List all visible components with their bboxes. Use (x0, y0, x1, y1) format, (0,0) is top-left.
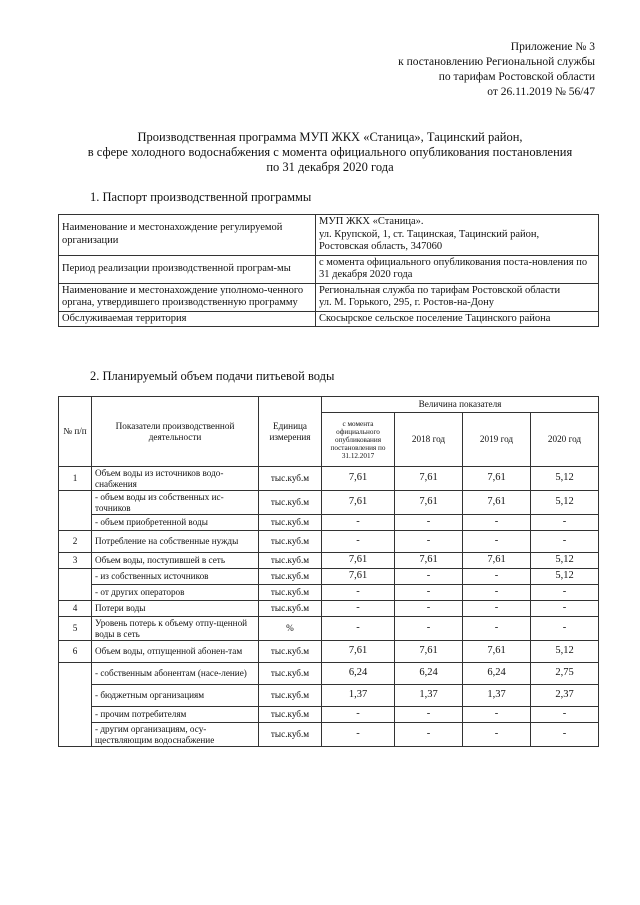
value-cell: 7,61 (463, 491, 531, 515)
table-row (59, 663, 599, 685)
value-cell: 7,61 (322, 569, 395, 585)
indicator-name: Объем воды, поступившей в сеть (92, 553, 259, 569)
col-group-header: Величина показателя (322, 397, 599, 413)
row-number (59, 491, 92, 531)
value-cell: - (322, 531, 395, 553)
passport-row (59, 255, 599, 283)
row-number: 3 (59, 553, 92, 569)
unit-cell: тыс.куб.м (259, 723, 322, 747)
passport-label: Наименование и местонахождение регулируемой организации (59, 215, 316, 256)
passport-table (58, 214, 599, 327)
row-number: 4 (59, 601, 92, 617)
value-cell: - (322, 723, 395, 747)
table-row (59, 515, 599, 531)
unit-cell: тыс.куб.м (259, 601, 322, 617)
value-cell: - (531, 617, 599, 641)
row-number: 5 (59, 617, 92, 641)
value-cell: 7,61 (322, 553, 395, 569)
unit-cell: тыс.куб.м (259, 515, 322, 531)
value-cell: 7,61 (395, 553, 463, 569)
document-title (40, 130, 620, 175)
table-row (59, 491, 599, 515)
section-passport-heading: 1. Паспорт производственной программы (90, 190, 312, 204)
col-period-header: 2018 год (395, 413, 463, 467)
appendix-line: Приложение № 3 (510, 41, 595, 53)
unit-cell: тыс.куб.м (259, 553, 322, 569)
row-number: 1 (59, 467, 92, 491)
col-indicator-header: Показатели производственной деятельности (92, 397, 259, 467)
value-cell: 5,12 (531, 569, 599, 585)
value-cell: 1,37 (322, 685, 395, 707)
title-line: в сфере холодного водоснабжения с момента официального опубликования постановления (87, 145, 573, 159)
value-cell: - (395, 601, 463, 617)
indicator-name: Объем воды, отпущенной абонен-там (92, 641, 259, 663)
unit-cell: тыс.куб.м (259, 663, 322, 685)
unit-cell: тыс.куб.м (259, 569, 322, 585)
value-cell: - (531, 531, 599, 553)
value-cell: - (463, 707, 531, 723)
col-num-header: № п/п (59, 397, 92, 467)
value-cell: 7,61 (463, 467, 531, 491)
unit-cell: тыс.куб.м (259, 685, 322, 707)
value-cell: 5,12 (531, 641, 599, 663)
row-number: 6 (59, 641, 92, 663)
passport-value-line: ул. М. Горького, 295, г. Ростов-на-Дону (319, 297, 494, 308)
table-row (59, 531, 599, 553)
value-cell: 5,12 (531, 553, 599, 569)
table-row (59, 723, 599, 747)
indicator-name: - собственным абонентам (насе-ление) (92, 663, 259, 685)
passport-value-line: Региональная служба по тарифам Ростовской области (319, 284, 561, 296)
passport-label: Период реализации производственной програм-мы (59, 255, 316, 283)
value-cell: - (463, 617, 531, 641)
value-cell: - (322, 515, 395, 531)
value-cell: 2,75 (531, 663, 599, 685)
value-cell: 7,61 (322, 641, 395, 663)
value-cell: 6,24 (322, 663, 395, 685)
value-cell: - (463, 723, 531, 747)
value-cell: 7,61 (463, 641, 531, 663)
indicator-name: Объем воды из источников водо-снабжения (92, 467, 259, 491)
value-cell: 7,61 (395, 641, 463, 663)
col-period-header: 2020 год (531, 413, 599, 467)
passport-value-line: Скосырское сельское поселение Тацинского района (319, 312, 551, 324)
row-number (59, 569, 92, 601)
title-line: Производственная программа МУП ЖКХ «Станица», Тацинский район, (137, 130, 523, 144)
row-number (59, 663, 92, 747)
unit-cell: тыс.куб.м (259, 585, 322, 601)
value-cell: 7,61 (463, 553, 531, 569)
passport-row (59, 283, 599, 311)
value-cell: - (322, 707, 395, 723)
value-cell: 6,24 (463, 663, 531, 685)
passport-value (316, 255, 599, 283)
table-row (59, 585, 599, 601)
indicator-name: - бюджетным организациям (92, 685, 259, 707)
section-volume-heading: 2. Планируемый объем подачи питьевой воды (90, 369, 335, 383)
volume-table (58, 396, 599, 747)
value-cell: 1,37 (395, 685, 463, 707)
unit-cell: тыс.куб.м (259, 467, 322, 491)
indicator-name: - объем воды из собственных ис-точников (92, 491, 259, 515)
col-period-header: с момента официального опубликования постановления по 31.12.2017 (322, 413, 395, 467)
value-cell: - (395, 723, 463, 747)
passport-value (316, 311, 599, 327)
unit-cell: тыс.куб.м (259, 707, 322, 723)
value-cell: - (531, 707, 599, 723)
appendix-line: к постановлению Региональной службы (398, 56, 595, 68)
value-cell: 7,61 (322, 467, 395, 491)
appendix-line: от 26.11.2019 № 56/47 (487, 86, 595, 98)
value-cell: - (531, 723, 599, 747)
col-period-header: 2019 год (463, 413, 531, 467)
passport-value (316, 283, 599, 311)
table-row (59, 601, 599, 617)
indicator-name: - объем приобретенной воды (92, 515, 259, 531)
value-cell: - (322, 585, 395, 601)
value-cell: - (322, 601, 395, 617)
indicator-name: - прочим потребителям (92, 707, 259, 723)
indicator-name: Потребление на собственные нужды (92, 531, 259, 553)
passport-value-line: Ростовская область, 347060 (319, 241, 443, 252)
table-row (59, 617, 599, 641)
value-cell: - (463, 601, 531, 617)
passport-row (59, 311, 599, 327)
value-cell: 2,37 (531, 685, 599, 707)
indicator-name: - другим организациям, осу-ществляющим водоснабжение (92, 723, 259, 747)
value-cell: - (531, 585, 599, 601)
table-row (59, 569, 599, 585)
value-cell: 6,24 (395, 663, 463, 685)
indicator-name: - из собственных источников (92, 569, 259, 585)
value-cell: - (395, 531, 463, 553)
value-cell: - (395, 569, 463, 585)
value-cell: - (395, 707, 463, 723)
table-row (59, 707, 599, 723)
value-cell: - (395, 515, 463, 531)
unit-cell: % (259, 617, 322, 641)
value-cell: 5,12 (531, 491, 599, 515)
value-cell: - (395, 617, 463, 641)
passport-value-line: ул. Крупской, 1, ст. Тацинская, Тацинский район, (319, 228, 540, 240)
value-cell: 5,12 (531, 467, 599, 491)
indicator-name: - от других операторов (92, 585, 259, 601)
value-cell: - (463, 585, 531, 601)
unit-cell: тыс.куб.м (259, 491, 322, 515)
passport-label: Обслуживаемая территория (59, 311, 316, 327)
indicator-name: Уровень потерь к объему отпу-щенной воды в сеть (92, 617, 259, 641)
col-unit-header: Единица измерения (259, 397, 322, 467)
passport-value-line: с момента официального опубликования поста-новления по 31 декабря 2020 года (319, 256, 588, 280)
title-line: по 31 декабря 2020 года (266, 160, 394, 174)
value-cell: - (463, 515, 531, 531)
value-cell: - (531, 515, 599, 531)
value-cell: 7,61 (322, 491, 395, 515)
unit-cell: тыс.куб.м (259, 641, 322, 663)
value-cell: - (531, 601, 599, 617)
unit-cell: тыс.куб.м (259, 531, 322, 553)
table-row (59, 641, 599, 663)
passport-label: Наименование и местонахождение уполномо-ченного органа, утвердившего производственную программу (59, 283, 316, 311)
value-cell: - (463, 569, 531, 585)
table-row (59, 467, 599, 491)
indicator-name: Потери воды (92, 601, 259, 617)
appendix-line: по тарифам Ростовской области (438, 71, 595, 83)
passport-value (316, 215, 599, 256)
value-cell: - (322, 617, 395, 641)
table-row (59, 685, 599, 707)
passport-row (59, 215, 599, 256)
value-cell: 1,37 (463, 685, 531, 707)
value-cell: 7,61 (395, 491, 463, 515)
value-cell: - (463, 531, 531, 553)
passport-value-line: МУП ЖКХ «Станица». (319, 216, 424, 227)
row-number: 2 (59, 531, 92, 553)
appendix-header (398, 40, 595, 100)
value-cell: - (395, 585, 463, 601)
value-cell: 7,61 (395, 467, 463, 491)
table-row (59, 553, 599, 569)
